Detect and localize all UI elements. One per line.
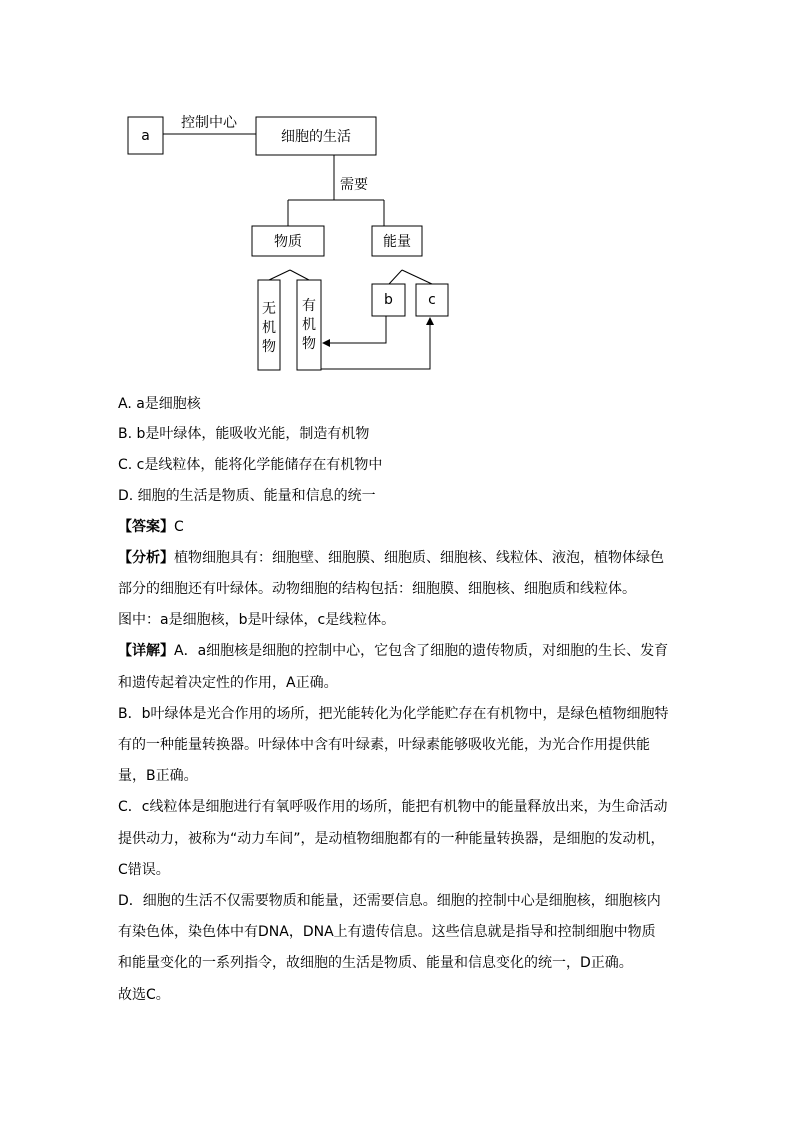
connector-energy-b xyxy=(389,270,402,284)
detail-c-line-2: 提供动力，被称为“动力车间”，是动植物细胞都有的一种能量转换器，是细胞的发动机， xyxy=(118,831,665,847)
label-inorganic-2: 机 xyxy=(262,320,276,336)
label-substance: 物质 xyxy=(274,234,302,250)
analysis-text-1: 植物细胞具有：细胞壁、细胞膜、细胞质、细胞核、线粒体、液泡，植物体绿色 xyxy=(174,550,664,566)
analysis-line-3: 图中：a是细胞核，b是叶绿体，c是线粒体。 xyxy=(118,612,396,628)
detail-d-line-3: 和能量变化的一系列指令，故细胞的生活是物质、能量和信息变化的统一，D正确。 xyxy=(118,955,633,971)
answer-line xyxy=(118,517,184,537)
label-energy: 能量 xyxy=(383,234,411,250)
analysis-line-2: 部分的细胞还有叶绿体。动物细胞的结构包括：细胞膜、细胞核、细胞质和线粒体。 xyxy=(118,581,636,597)
label-inorganic-3: 物 xyxy=(262,339,276,355)
label-organic-2: 机 xyxy=(302,317,316,333)
detail-c-line-3: C错误。 xyxy=(118,862,170,878)
option-c: C. c是线粒体，能将化学能储存在有机物中 xyxy=(118,457,383,473)
option-a: A. a是细胞核 xyxy=(118,396,201,412)
detail-c-line-1: C．c线粒体是细胞进行有氧呼吸作用的场所，能把有机物中的能量释放出来，为生命活动 xyxy=(118,799,668,815)
conclusion: 故选C。 xyxy=(118,987,170,1003)
label-a: a xyxy=(141,128,150,144)
label-c: c xyxy=(428,292,436,308)
connector-substance-inorganic xyxy=(269,270,290,280)
label-organic-3: 物 xyxy=(302,336,316,352)
label-organic-1: 有 xyxy=(302,298,316,314)
option-d: D. 细胞的生活是物质、能量和信息的统一 xyxy=(118,488,376,504)
label-need: 需要 xyxy=(340,177,368,193)
detail-a-line-2: 和遗传起着决定性的作用，A正确。 xyxy=(118,675,338,691)
option-b: B. b是叶绿体，能吸收光能，制造有机物 xyxy=(118,426,370,442)
label-b: b xyxy=(384,292,393,308)
label-control-center: 控制中心 xyxy=(181,115,237,131)
arrow-b-to-organic xyxy=(323,316,386,343)
detail-label: 【详解】 xyxy=(118,643,174,659)
detail-d-line-2: 有染色体，染色体中有DNA，DNA上有遗传信息。这些信息就是指导和控制细胞中物质 xyxy=(118,924,656,940)
connector-energy-c xyxy=(402,270,432,284)
detail-a-text-1: A．a细胞核是细胞的控制中心，它包含了细胞的遗传物质，对细胞的生长、发育 xyxy=(174,643,669,659)
analysis-label: 【分析】 xyxy=(118,550,174,566)
detail-a-line-1 xyxy=(118,641,668,661)
detail-d-line-1: D．细胞的生活不仅需要物质和能量，还需要信息。细胞的控制中心是细胞核，细胞核内 xyxy=(118,893,661,909)
answer-label: 【答案】 xyxy=(118,519,174,535)
analysis-line-1 xyxy=(118,548,664,568)
detail-b-line-3: 量，B正确。 xyxy=(118,768,198,784)
detail-b-line-1: B．b叶绿体是光合作用的场所，把光能转化为化学能贮存在有机物中，是绿色植物细胞特 xyxy=(118,706,669,722)
label-cell-life: 细胞的生活 xyxy=(281,129,351,145)
label-inorganic-1: 无 xyxy=(262,301,276,317)
concept-diagram xyxy=(0,0,794,390)
answer-value: C xyxy=(174,519,184,535)
connector-substance-organic xyxy=(290,270,309,280)
detail-b-line-2: 有的一种能量转换器。叶绿体中含有叶绿素，叶绿素能够吸收光能，为光合作用提供能 xyxy=(118,737,650,753)
